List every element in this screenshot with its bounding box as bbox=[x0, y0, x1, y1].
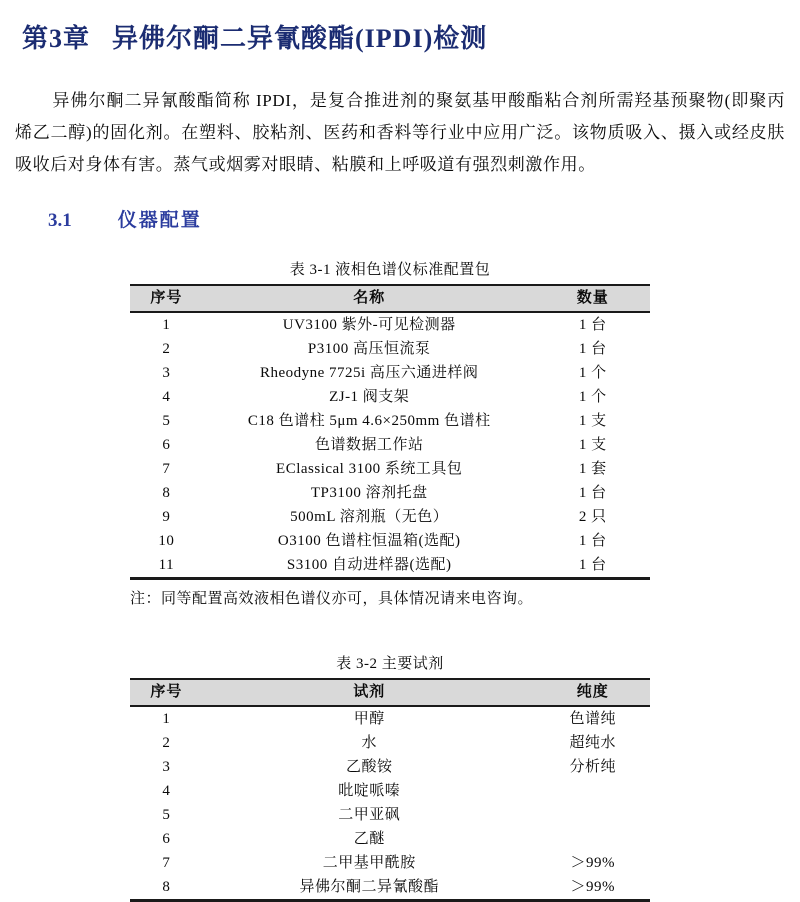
table-cell: 异佛尔酮二异氰酸酯 bbox=[299, 878, 439, 895]
column-header: 纯度 bbox=[576, 684, 609, 700]
table-row bbox=[130, 529, 650, 553]
table-row bbox=[130, 827, 650, 851]
table-cell: 6 bbox=[162, 830, 171, 847]
table-row bbox=[130, 337, 650, 361]
table-row bbox=[130, 875, 650, 901]
table-cell: UV3100 紫外-可见检测器 bbox=[282, 316, 456, 333]
table-cell: 1 台 bbox=[578, 340, 607, 357]
table-row bbox=[130, 553, 650, 579]
table-cell: 乙酸铵 bbox=[345, 758, 393, 775]
table-row bbox=[130, 433, 650, 457]
table-cell: 9 bbox=[162, 508, 171, 525]
column-header: 序号 bbox=[150, 684, 183, 700]
reagents-table bbox=[130, 678, 650, 902]
table-row bbox=[130, 457, 650, 481]
table-row bbox=[130, 851, 650, 875]
column-header: 试剂 bbox=[353, 684, 386, 700]
table-cell: 5 bbox=[162, 806, 171, 823]
table-cell: 1 bbox=[162, 316, 171, 333]
table-row bbox=[130, 481, 650, 505]
table-header-row bbox=[130, 679, 650, 706]
table-cell bbox=[536, 803, 650, 827]
table-cell: 1 台 bbox=[578, 532, 607, 549]
table-row bbox=[130, 385, 650, 409]
table-cell: 1 台 bbox=[578, 556, 607, 573]
table-cell: 1 bbox=[162, 710, 171, 727]
reagents-table-block bbox=[0, 652, 800, 902]
table-cell: 1 支 bbox=[578, 412, 607, 429]
table-row bbox=[130, 755, 650, 779]
table-cell: 7 bbox=[162, 854, 171, 871]
table-cell: 8 bbox=[162, 484, 171, 501]
table-cell: C18 色谱柱 5μm 4.6×250mm 色谱柱 bbox=[247, 412, 491, 429]
table-cell: 1 台 bbox=[578, 316, 607, 333]
table-cell: ＞99% bbox=[570, 854, 616, 871]
table-row bbox=[130, 803, 650, 827]
table-cell: 水 bbox=[361, 734, 377, 751]
table-cell: 甲醇 bbox=[353, 710, 385, 727]
table-cell: 色谱数据工作站 bbox=[314, 436, 424, 453]
table-cell bbox=[536, 827, 650, 851]
table-cell: TP3100 溶剂托盘 bbox=[310, 484, 428, 501]
chapter-title: 异佛尔酮二异氰酸酯(IPDI)检测 bbox=[112, 24, 488, 53]
section-title: 仪器配置 bbox=[117, 210, 202, 231]
table-cell: 5 bbox=[162, 412, 171, 429]
table-cell: 分析纯 bbox=[569, 758, 617, 775]
table-cell: P3100 高压恒流泵 bbox=[307, 340, 431, 357]
table-cell: 2 bbox=[162, 734, 171, 751]
section-heading bbox=[48, 205, 800, 232]
table-cell: EClassical 3100 系统工具包 bbox=[276, 460, 463, 477]
table-cell: 1 台 bbox=[578, 484, 607, 501]
table-row bbox=[130, 779, 650, 803]
equipment-table-caption: 表 3-1 液相色谱仪标准配置包 bbox=[289, 262, 491, 278]
table-row bbox=[130, 505, 650, 529]
table-cell: 1 个 bbox=[578, 364, 607, 381]
table-cell: 1 套 bbox=[578, 460, 607, 477]
table-cell: 色谱纯 bbox=[569, 710, 617, 727]
table-row bbox=[130, 409, 650, 433]
table-cell: 超纯水 bbox=[569, 734, 617, 751]
table-cell: 吡啶哌嗪 bbox=[338, 782, 401, 799]
table-row bbox=[130, 312, 650, 337]
table-cell: 二甲亚砜 bbox=[338, 806, 401, 823]
table-cell: 1 个 bbox=[578, 388, 607, 405]
table-cell: 500mL 溶剂瓶（无色） bbox=[290, 508, 449, 525]
chapter-number: 第3章 bbox=[22, 24, 91, 53]
reagents-table-caption: 表 3-2 主要试剂 bbox=[336, 656, 444, 672]
chapter-heading bbox=[22, 18, 800, 55]
table-cell: 2 只 bbox=[578, 508, 607, 525]
table-row bbox=[130, 731, 650, 755]
column-header: 数量 bbox=[576, 290, 609, 306]
table-cell: 7 bbox=[162, 460, 171, 477]
intro-paragraph: 异佛尔酮二异氰酸酯简称 IPDI，是复合推进剂的聚氨基甲酸酯粘合剂所需羟基预聚物(即聚丙烯乙二醇)的固化剂。在塑料、胶粘剂、医药和香料等行业中应用广泛。该物质吸入、摄入或经皮肤吸收后对身体有害。蒸气或烟雾对眼睛、粘膜和上呼吸道有强烈刺激作用。 bbox=[15, 91, 785, 174]
table-cell: O3100 色谱柱恒温箱(选配) bbox=[277, 532, 461, 549]
column-header: 名称 bbox=[353, 290, 386, 306]
table-cell: 10 bbox=[158, 532, 175, 549]
table-cell: 乙醚 bbox=[353, 830, 385, 847]
table-cell: ZJ-1 阀支架 bbox=[329, 388, 410, 405]
table-cell: Rheodyne 7725i 高压六通进样阀 bbox=[259, 364, 479, 381]
table-cell: 二甲基甲酰胺 bbox=[322, 854, 416, 871]
table-cell: 1 支 bbox=[578, 436, 607, 453]
table-cell: S3100 自动进样器(选配) bbox=[286, 556, 452, 573]
table-cell: 6 bbox=[162, 436, 171, 453]
table-cell: 4 bbox=[162, 388, 171, 405]
table-cell: 4 bbox=[162, 782, 171, 799]
table-cell: 2 bbox=[162, 340, 171, 357]
table-header-row bbox=[130, 285, 650, 312]
section-number: 3.1 bbox=[48, 210, 72, 231]
table-row bbox=[130, 361, 650, 385]
table-cell: 3 bbox=[162, 364, 171, 381]
table-cell: 11 bbox=[158, 556, 175, 573]
table-cell: 8 bbox=[162, 878, 171, 895]
table-row bbox=[130, 706, 650, 731]
table-cell: ＞99% bbox=[570, 878, 616, 895]
table-cell bbox=[536, 779, 650, 803]
column-header: 序号 bbox=[150, 290, 183, 306]
equipment-table bbox=[130, 284, 650, 580]
table-cell: 3 bbox=[162, 758, 171, 775]
equipment-table-note: 注：同等配置高效液相色谱仪亦可，具体情况请来电咨询。 bbox=[130, 591, 534, 607]
equipment-table-block bbox=[0, 258, 800, 608]
